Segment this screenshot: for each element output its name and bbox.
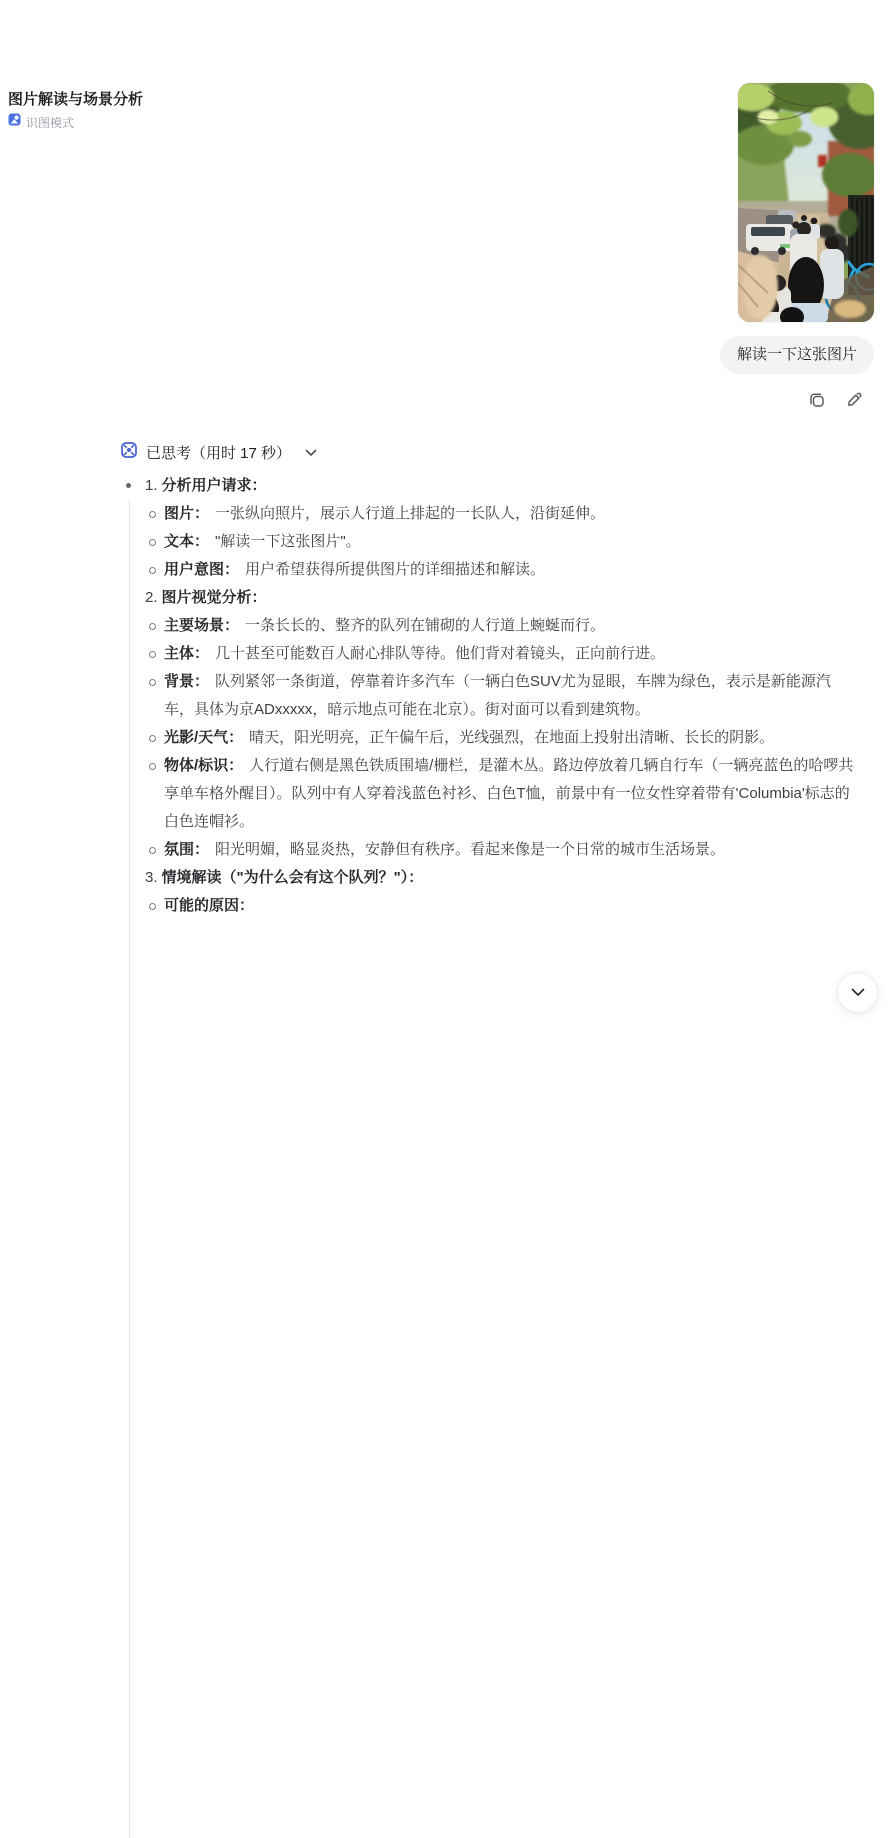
section-number: 1.	[145, 477, 158, 494]
list-item	[145, 640, 860, 668]
section-title: 分析用户请求：	[161, 477, 267, 494]
chevron-down-icon	[851, 984, 865, 1002]
think-section	[145, 864, 860, 920]
thinking-toggle[interactable]	[120, 441, 317, 463]
item-label: 主体：	[164, 645, 210, 662]
list-item	[145, 752, 860, 836]
copy-button[interactable]	[807, 390, 827, 410]
think-section	[145, 472, 860, 584]
list-bullet	[126, 483, 131, 488]
list-item	[145, 528, 860, 556]
scroll-to-bottom-button[interactable]	[837, 972, 878, 1013]
list-item	[145, 892, 860, 920]
list-item	[145, 836, 860, 864]
thinking-label: 已思考（用时 17 秒）	[146, 444, 292, 462]
uploaded-street-queue-photo[interactable]	[738, 83, 874, 322]
section-items	[145, 500, 860, 584]
user-message-group	[0, 83, 894, 410]
list-item	[145, 556, 860, 584]
item-text: 阳光明媚，略显炎热，安静但有秩序。看起来像是一个日常的城市生活场景。	[215, 841, 726, 858]
copy-icon	[808, 391, 826, 409]
item-text: 一张纵向照片，展示人行道上排起的一长队人，沿街延伸。	[215, 505, 606, 522]
section-heading	[145, 584, 860, 612]
item-label: 主要场景：	[164, 617, 240, 634]
item-text: 几十甚至可能数百人耐心排队等待。他们背对着镜头，正向前行进。	[215, 645, 666, 662]
item-text: 晴天，阳光明亮，正午偏午后，光线强烈，在地面上投射出清晰、长长的阴影。	[249, 729, 775, 746]
item-label: 可能的原因：	[164, 897, 255, 914]
thinking-list	[145, 472, 860, 920]
section-number: 3.	[145, 869, 158, 886]
edit-pencil-icon	[845, 391, 863, 409]
image-mode-badge	[8, 113, 143, 131]
item-text: 用户希望获得所提供图片的详细描述和解读。	[245, 561, 546, 578]
think-section	[145, 584, 860, 864]
chevron-down-icon	[305, 444, 317, 462]
section-items	[145, 892, 860, 920]
section-number: 2.	[145, 589, 158, 606]
item-text: "解读一下这张图片"。	[215, 533, 361, 550]
item-label: 用户意图：	[164, 561, 240, 578]
thinking-logo-icon	[120, 441, 138, 464]
section-items	[145, 612, 860, 864]
user-message-text: 解读一下这张图片	[736, 346, 857, 363]
list-item	[145, 668, 860, 724]
item-label: 图片：	[164, 505, 210, 522]
item-text: 人行道右侧是黑色铁质围墙/栅栏，是灌木丛。路边停放着几辆自行车（一辆亮蓝色的哈啰共享单车格外醒目）。队列中有人穿着浅蓝色衬衫、白色T恤，前景中有一位女性穿着带有'Columbia'标志的白色连帽衫。	[164, 757, 854, 830]
item-label: 文本：	[164, 533, 210, 550]
section-title: 图片视觉分析：	[161, 589, 267, 606]
list-item	[145, 500, 860, 528]
item-label: 光影/天气：	[164, 729, 244, 746]
edit-button[interactable]	[844, 390, 864, 410]
section-heading	[145, 864, 860, 892]
list-item	[145, 612, 860, 640]
image-mode-label: 识图模式	[26, 115, 75, 130]
message-actions	[807, 390, 874, 410]
item-label: 物体/标识：	[164, 757, 244, 774]
item-text: 队列紧邻一条街道，停靠着许多汽车（一辆白色SUV尤为显眼，车牌为绿色，表示是新能源汽车，具体为京ADxxxxx，暗示地点可能在北京）。街对面可以看到建筑物。	[164, 673, 831, 718]
user-message-bubble	[720, 336, 874, 374]
list-item	[145, 724, 860, 752]
assistant-response	[120, 441, 874, 920]
item-label: 背景：	[164, 673, 210, 690]
section-title: 情境解读（"为什么会有这个队列？"）：	[161, 869, 424, 886]
section-heading	[145, 472, 860, 500]
item-text: 一条长长的、整齐的队列在铺砌的人行道上蜿蜒而行。	[245, 617, 606, 634]
thinking-content	[120, 472, 874, 920]
conversation-header	[8, 90, 143, 131]
item-label: 氛围：	[164, 841, 210, 858]
image-mode-icon	[8, 113, 21, 131]
page-title: 图片解读与场景分析	[8, 91, 144, 108]
indent-guide-line	[129, 499, 130, 1838]
